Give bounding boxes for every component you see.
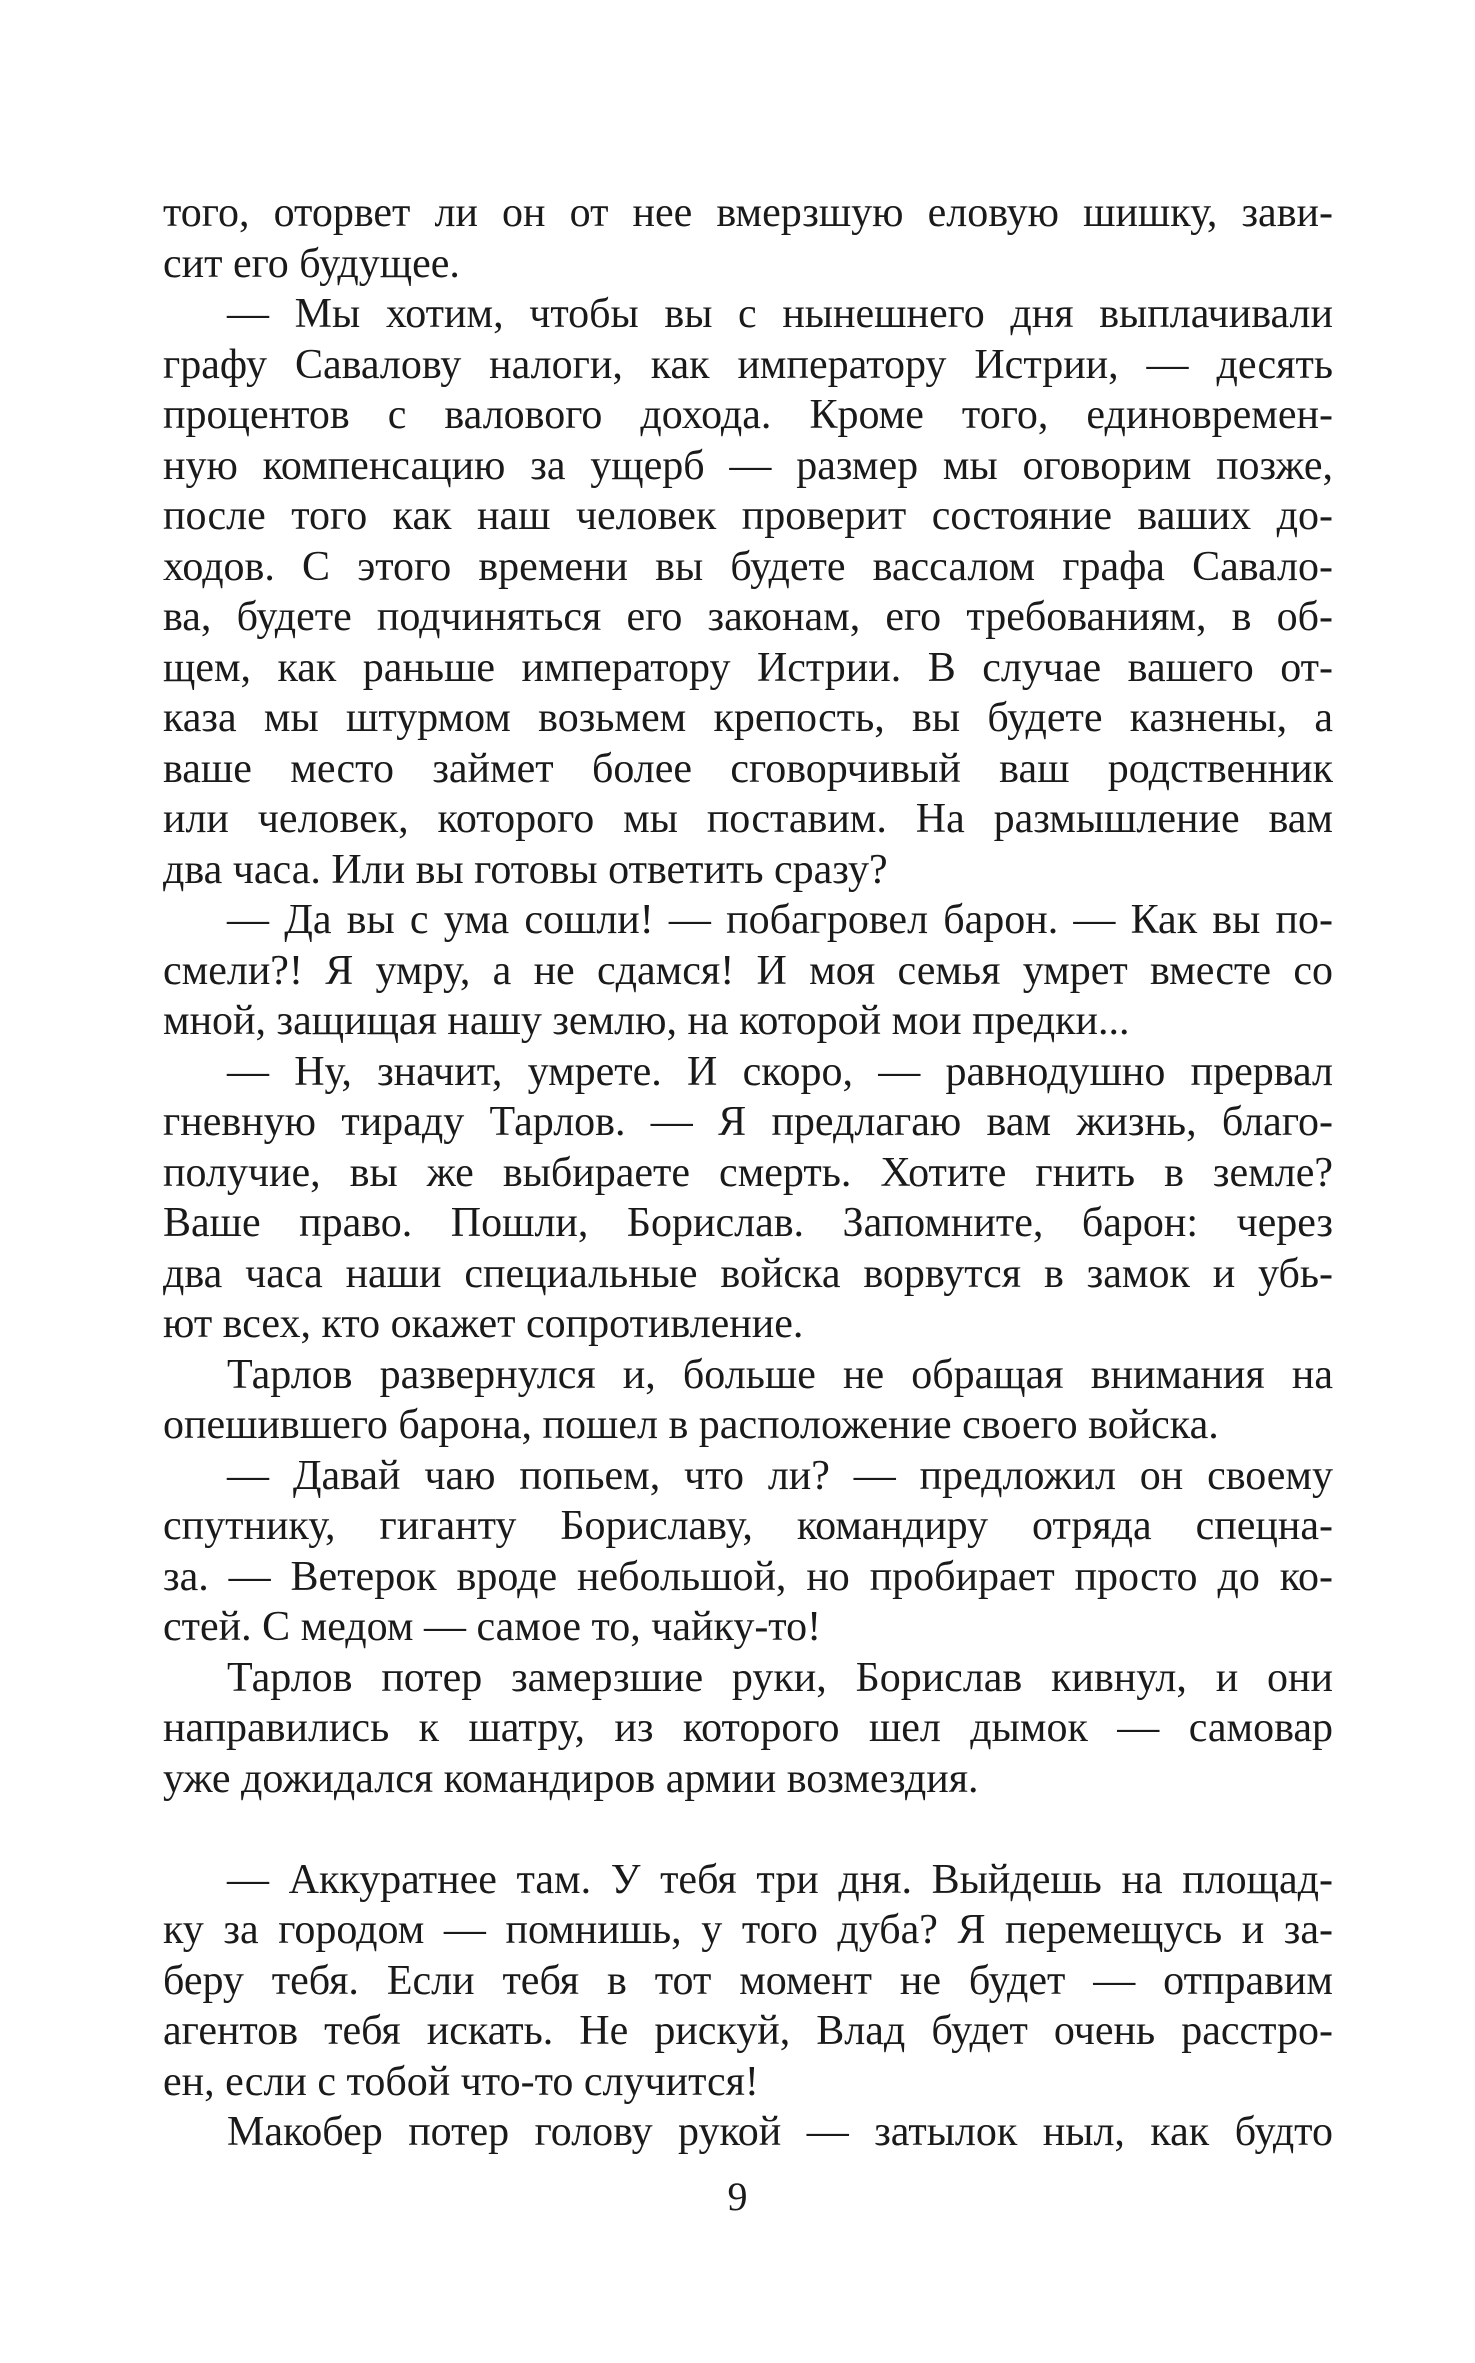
text-line: Ваше право. Пошли, Борислав. Запомните, барон: через [163, 1200, 1333, 1246]
text-line: ку за городом — помнишь, у того дуба? Я перемещусь и за- [163, 1907, 1333, 1953]
text-line: сит его будущее. [163, 240, 460, 287]
body-text [163, 188, 1333, 2158]
text-line: — Аккуратнее там. У тебя три дня. Выйдешь на площад- [227, 1856, 1333, 1903]
text-line: Тарлов потер замерзшие руки, Борислав кивнул, и они [227, 1654, 1333, 1701]
text-line: щем, как раньше императору Истрии. В случае вашего от- [163, 644, 1333, 691]
text-line: ва, будете подчиняться его законам, его требованиям, в об- [163, 594, 1333, 640]
text-line: стей. С медом — самое то, чайку-то! [163, 1604, 822, 1650]
text-line: смели?! Я умру, а не сдамся! И моя семья умрет вместе со [163, 947, 1333, 994]
text-line: два часа. Или вы готовы ответить сразу? [163, 846, 888, 893]
text-line: мной, защищая нашу землю, на которой мои предки... [163, 998, 1130, 1044]
text-line: опешившего барона, пошел в расположение своего войска. [163, 1402, 1219, 1448]
text-line: ют всех, кто окажет сопротивление. [163, 1301, 804, 1347]
text-line: получие, вы же выбираете смерть. Хотите гнить в земле? [163, 1149, 1333, 1196]
text-line: гневную тираду Тарлов. — Я предлагаю вам жизнь, благо- [163, 1099, 1333, 1145]
text-line: уже дожидался командиров армии возмездия. [163, 1755, 979, 1802]
text-line: ную компенсацию за ущерб — размер мы оговорим позже, [163, 442, 1333, 489]
text-line: того, оторвет ли он от нее вмерзшую еловую шишку, зави- [163, 190, 1333, 236]
text-line: каза мы штурмом возьмем крепость, вы будете казнены, а [163, 695, 1333, 741]
text-line: два часа наши специальные войска ворвутся в замок и убь- [163, 1250, 1333, 1297]
text-line: агентов тебя искать. Не рискуй, Влад будет очень расстро- [163, 2008, 1333, 2054]
text-line: Макобер потер голову рукой — затылок ныл, как будто [227, 2109, 1333, 2155]
text-line: ваше место займет более сговорчивый ваш родственник [163, 745, 1333, 792]
text-line: ходов. С этого времени вы будете вассалом графа Савало- [163, 543, 1333, 590]
text-line: графу Савалову налоги, как императору Истрии, — десять [163, 341, 1333, 388]
text-line: — Давай чаю попьем, что ли? — предложил он своему [227, 1452, 1333, 1499]
text-line: после того как наш человек проверит состояние ваших до- [163, 493, 1333, 539]
text-line: — Да вы с ума сошли! — побагровел барон. — Как вы по- [227, 897, 1333, 943]
text-line: Тарлов развернулся и, больше не обращая внимания на [227, 1351, 1333, 1398]
text-line: беру тебя. Если тебя в тот момент не будет — отправим [163, 1957, 1333, 2004]
text-line: — Мы хотим, чтобы вы с нынешнего дня выплачивали [227, 291, 1333, 337]
text-line: процентов с валового дохода. Кроме того, единовремен- [163, 392, 1333, 438]
text-line: спутнику, гиганту Бориславу, командиру отряда спецна- [163, 1503, 1333, 1549]
text-line: или человек, которого мы поставим. На размышление вам [163, 796, 1333, 842]
text-line: ен, если с тобой что-то случится! [163, 2058, 759, 2105]
page-number: 9 [727, 2174, 748, 2219]
text-line: направились к шатру, из которого шел дымок — самовар [163, 1705, 1333, 1751]
section-break [163, 1804, 1333, 1855]
text-line: — Ну, значит, умрете. И скоро, — равнодушно прервал [227, 1048, 1333, 1095]
text-line: за. — Ветерок вроде небольшой, но пробирает просто до ко- [163, 1553, 1333, 1600]
